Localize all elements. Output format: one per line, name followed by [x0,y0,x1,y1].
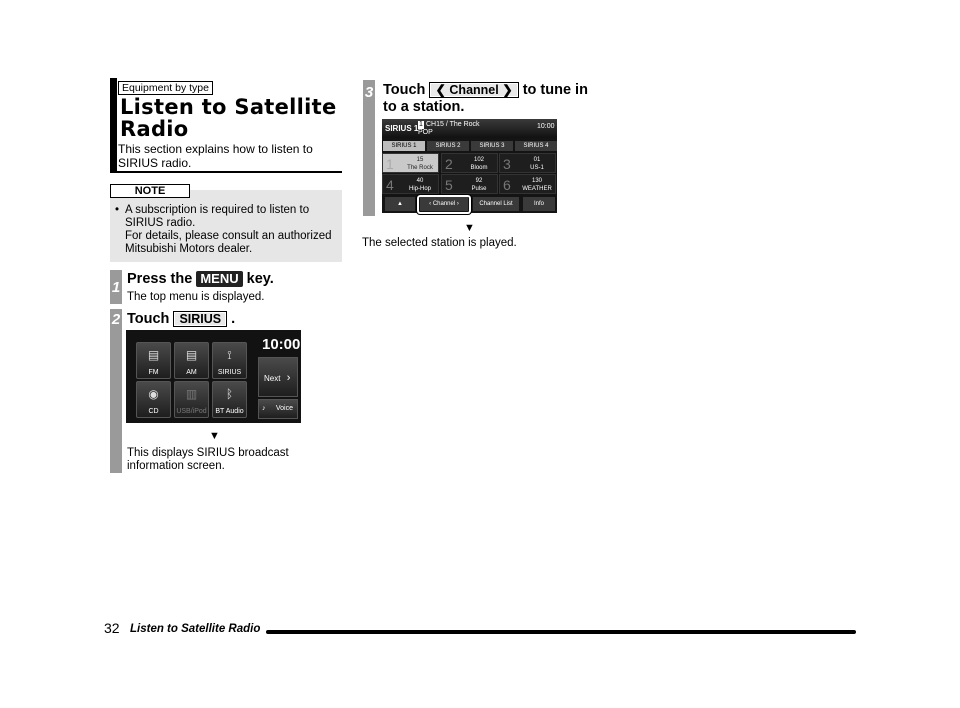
preset-ch: 102 [473,157,484,163]
step-2-title-post: . [231,311,236,327]
step-3-number: 3 [364,84,374,101]
voice-label: Voice [275,405,293,412]
bullet-icon: • [115,204,120,216]
next-label: Next [264,374,281,383]
tile-label: CD [148,408,159,415]
title-line-2: Radio [120,117,189,141]
preset-ch: 92 [475,178,483,184]
tab-sirius-3[interactable]: SIRIUS 3 [471,141,513,151]
step-1-body: The top menu is displayed. [127,291,265,303]
note-line: A subscription is required to listen to [125,204,310,216]
channel-info: CH15 / The Rock [426,121,480,128]
page-number: 32 [104,620,120,636]
step-2-result [127,447,327,473]
disc-icon: ◉ [148,387,159,401]
info-button[interactable]: Info [523,197,555,211]
channel-list-button[interactable]: Channel List [473,197,519,211]
satellite-icon: ⟟ [227,348,232,362]
preset-channel [401,156,439,172]
preset-name: The Rock [407,165,433,171]
step-1-number: 1 [111,279,121,296]
preset-number: 5 [445,177,453,193]
step-2-title [127,311,235,327]
band-label: SIRIUS 1 [385,124,419,133]
preset-channel [401,177,439,193]
tile-label: USB/iPod [176,408,207,415]
step-3-title-pre: Touch [383,82,426,98]
preset-badge: 1 [419,121,423,128]
preset-number: 1 [386,156,394,172]
down-arrow-icon: ▼ [209,430,220,442]
am-tile[interactable] [174,342,209,379]
tab-sirius-4[interactable]: SIRIUS 4 [515,141,557,151]
chevron-right-icon: › [286,372,291,384]
chevron-left-icon: ❮ [435,83,450,97]
preset-name: WEATHER [522,186,552,192]
header-accent-bar [110,78,117,172]
preset-ch: 01 [533,157,541,163]
tile-label: AM [186,369,197,376]
channel-button-label: Channel [432,201,456,207]
preset-channel [518,177,556,193]
tile-label: FM [148,369,159,376]
note-text [115,204,340,256]
preset-button[interactable] [382,174,439,194]
preset-button[interactable] [382,153,439,173]
footer-rule [266,630,856,634]
preset-button[interactable] [499,153,556,173]
chevron-left-icon: ‹ [429,201,433,207]
footer-section-title: Listen to Satellite Radio [130,623,261,635]
title-line-1: Listen to Satellite [120,95,337,119]
step-3-title-post: to tune in [522,82,588,98]
step-2-bar [110,309,122,473]
preset-channel [460,177,498,193]
step-2-title-pre: Touch [127,311,170,327]
note-label: NOTE [110,184,190,198]
tab-sirius-1[interactable]: SIRIUS 1 [383,141,425,151]
preset-number: 4 [386,177,394,193]
bluetooth-icon: ᛒ [225,387,234,401]
preset-button[interactable] [441,174,498,194]
usb-icon: ▥ [185,387,198,401]
step-3-title-line-2: to a station. [383,99,465,115]
channel-key-label: Channel [449,83,499,97]
header-rule [110,171,342,173]
cd-tile[interactable] [136,381,171,418]
sirius-clock: 10:00 [537,123,555,130]
next-button[interactable] [258,357,298,397]
step-3-title [383,82,588,98]
chevron-right-icon: › [455,201,459,207]
note-line: Mitsubishi Motors dealer. [125,243,253,255]
channel-key [429,82,518,98]
step-3-result: The selected station is played. [362,237,517,249]
sirius-tile[interactable] [212,342,247,379]
preset-number: 3 [503,156,511,172]
preset-number: 6 [503,177,511,193]
tab-sirius-2[interactable]: SIRIUS 2 [427,141,469,151]
step-1-title-post: key. [246,271,274,287]
voice-button[interactable] [258,399,298,419]
down-arrow-icon: ▼ [464,222,475,234]
usb-ipod-tile[interactable] [174,381,209,418]
result-line: This displays SIRIUS broadcast [127,447,289,459]
page-title [120,96,340,140]
radio-icon: ▤ [147,348,160,362]
menu-clock: 10:00 [262,336,301,353]
scroll-up-button[interactable] [385,197,415,211]
radio-icon: ▤ [185,348,198,362]
equipment-tag: Equipment by type [118,81,213,95]
preset-name: US-1 [530,165,544,171]
preset-channel [460,156,498,172]
preset-ch: 15 [416,157,424,163]
preset-name: Bloom [470,165,488,171]
note-line: SIRIUS radio. [125,217,196,229]
tile-label: SIRIUS [217,369,242,376]
preset-ch: 130 [531,178,542,184]
intro-text: This section explains how to listen to SIRIUS radio. [118,142,313,170]
preset-name: Pulse [471,186,487,192]
up-arrow-icon: ▲ [397,201,403,207]
preset-name: Hip-Hop [408,186,431,192]
sirius-key: SIRIUS [173,311,227,327]
fm-tile[interactable] [136,342,171,379]
step-1-title [127,271,274,287]
step-1-title-pre: Press the [127,271,193,287]
preset-button[interactable] [499,174,556,194]
bt-audio-tile[interactable] [212,381,247,418]
result-line: information screen. [127,460,225,472]
step-2-number: 2 [111,311,121,328]
channel-button-highlight [417,195,471,214]
preset-channel [518,156,556,172]
tile-label: BT Audio [215,408,244,415]
preset-number: 2 [445,156,453,172]
preset-button[interactable] [441,153,498,173]
microphone-icon: ♪ [262,405,266,412]
note-line: For details, please consult an authorized [125,230,332,242]
band-tabs [383,141,556,151]
genre-label: POP [418,129,433,136]
preset-ch: 40 [416,178,424,184]
chevron-right-icon: ❯ [498,83,513,97]
menu-key: MENU [196,271,242,287]
